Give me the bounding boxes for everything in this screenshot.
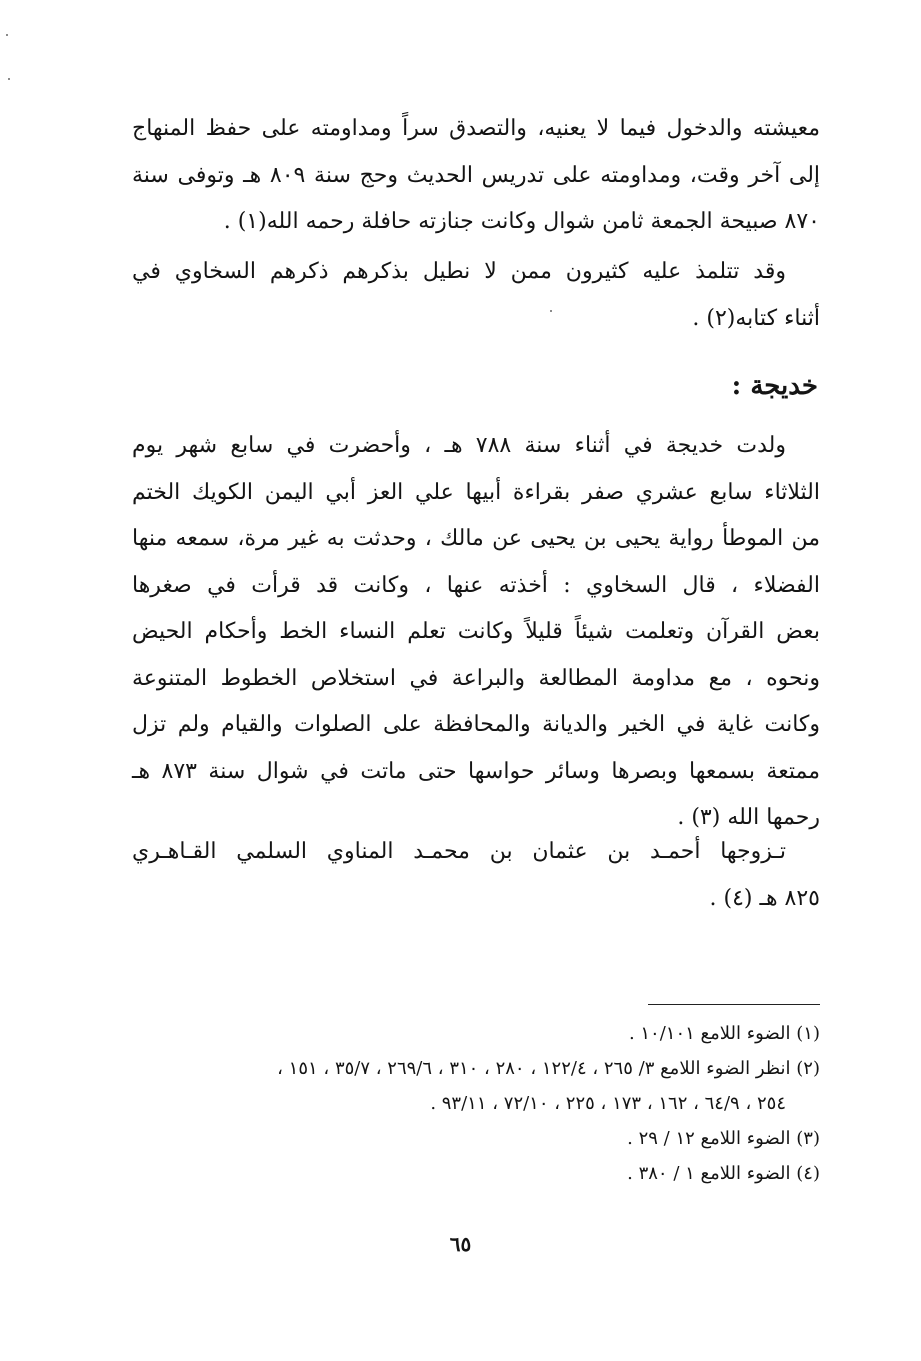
paragraph-2 [132, 249, 820, 342]
paragraph-1 [132, 106, 820, 246]
footnote-2-continued: ٢٥٤ ، ٦٤/٩ ، ١٦٢ ، ١٧٣ ، ٢٢٥ ، ٧٢/١٠ ، ٩٣/١١ . [430, 1093, 786, 1114]
text-line: تـزوجها أحمـد بن عثمان بن محمـد المناوي السلمي القـاهـري [132, 839, 786, 864]
footnote-3: (٣) الضوء اللامع ١٢ / ٢٩ . [627, 1128, 820, 1149]
text-line: بعض القرآن وتعلمت شيئاً قليلاً وكانت تعلم النساء الخط وأحكام الحيض [132, 619, 820, 644]
text-line: معيشته والدخول فيما لا يعنيه، والتصدق سراً ومداومته على حفظ المنهاج [132, 116, 820, 141]
text-line: رحمها الله (٣) . [677, 805, 820, 830]
text-line: الثلاثاء سابع عشري صفر بقراءة أبيها علي العز أبي اليمن الكويك الختم [132, 479, 820, 505]
text-line: ٨٧٠ صبيحة الجمعة ثامن شوال وكانت جنازته حافلة رحمه الله(١) . [223, 209, 820, 234]
page-number: ٦٥ [449, 1232, 472, 1256]
paragraph-4 [132, 829, 820, 922]
text-line: وكانت غاية في الخير والديانة والمحافظة على الصلوات والقيام ولم تزل [132, 712, 820, 737]
footnote-1: (١) الضوء اللامع ١٠/١٠١ . [628, 1023, 820, 1044]
paragraph-3 [132, 423, 820, 842]
footnote-2: (٢) انظر الضوء اللامع ٣/ ٢٦٥ ، ١٢٢/٤ ، ٢٨٠ ، ٣١٠ ، ٢٦٩/٦ ، ٣٥/٧ ، ١٥١ ، [277, 1058, 820, 1079]
scan-speck [8, 78, 10, 80]
text-line: من الموطأ رواية يحيى بن يحيى عن مالك ، وحدثت به غير مرة، سمعه منها [132, 526, 820, 551]
text-line: وقد تتلمذ عليه كثيرون ممن لا نطيل بذكرهم ذكرهم السخاوي في [132, 259, 786, 284]
text-line: ولدت خديجة في أثناء سنة ٧٨٨ هـ ، وأحضرت في سابع شهر يوم [132, 433, 786, 458]
text-line: ونحوه ، مع مداومة المطالعة والبراعة في استخلاص الخطوط المتنوعة [132, 665, 820, 691]
section-heading: خديجة : [731, 371, 818, 401]
footnote-4: (٤) الضوء اللامع ١ / ٣٨٠ . [627, 1163, 820, 1184]
footnote-separator [648, 1004, 820, 1005]
footnotes [130, 1016, 820, 1191]
text-line: أثناء كتابه(٢) . [692, 305, 820, 331]
scan-speck [6, 34, 8, 36]
text-line: إلى آخر وقت، ومداومته على تدريس الحديث وحج سنة ٨٠٩ هـ وتوفى سنة [132, 162, 821, 188]
text-line: الفضلاء ، قال السخاوي : أخذته عنها ، وكانت قد قرأت في صغرها [132, 572, 820, 598]
text-line: ممتعة بسمعها وبصرها وسائر حواسها حتى ماتت في شوال سنة ٨٧٣ هـ [132, 758, 820, 784]
scan-speck [550, 310, 552, 312]
text-line: ٨٢٥ هـ (٤) . [709, 885, 820, 911]
